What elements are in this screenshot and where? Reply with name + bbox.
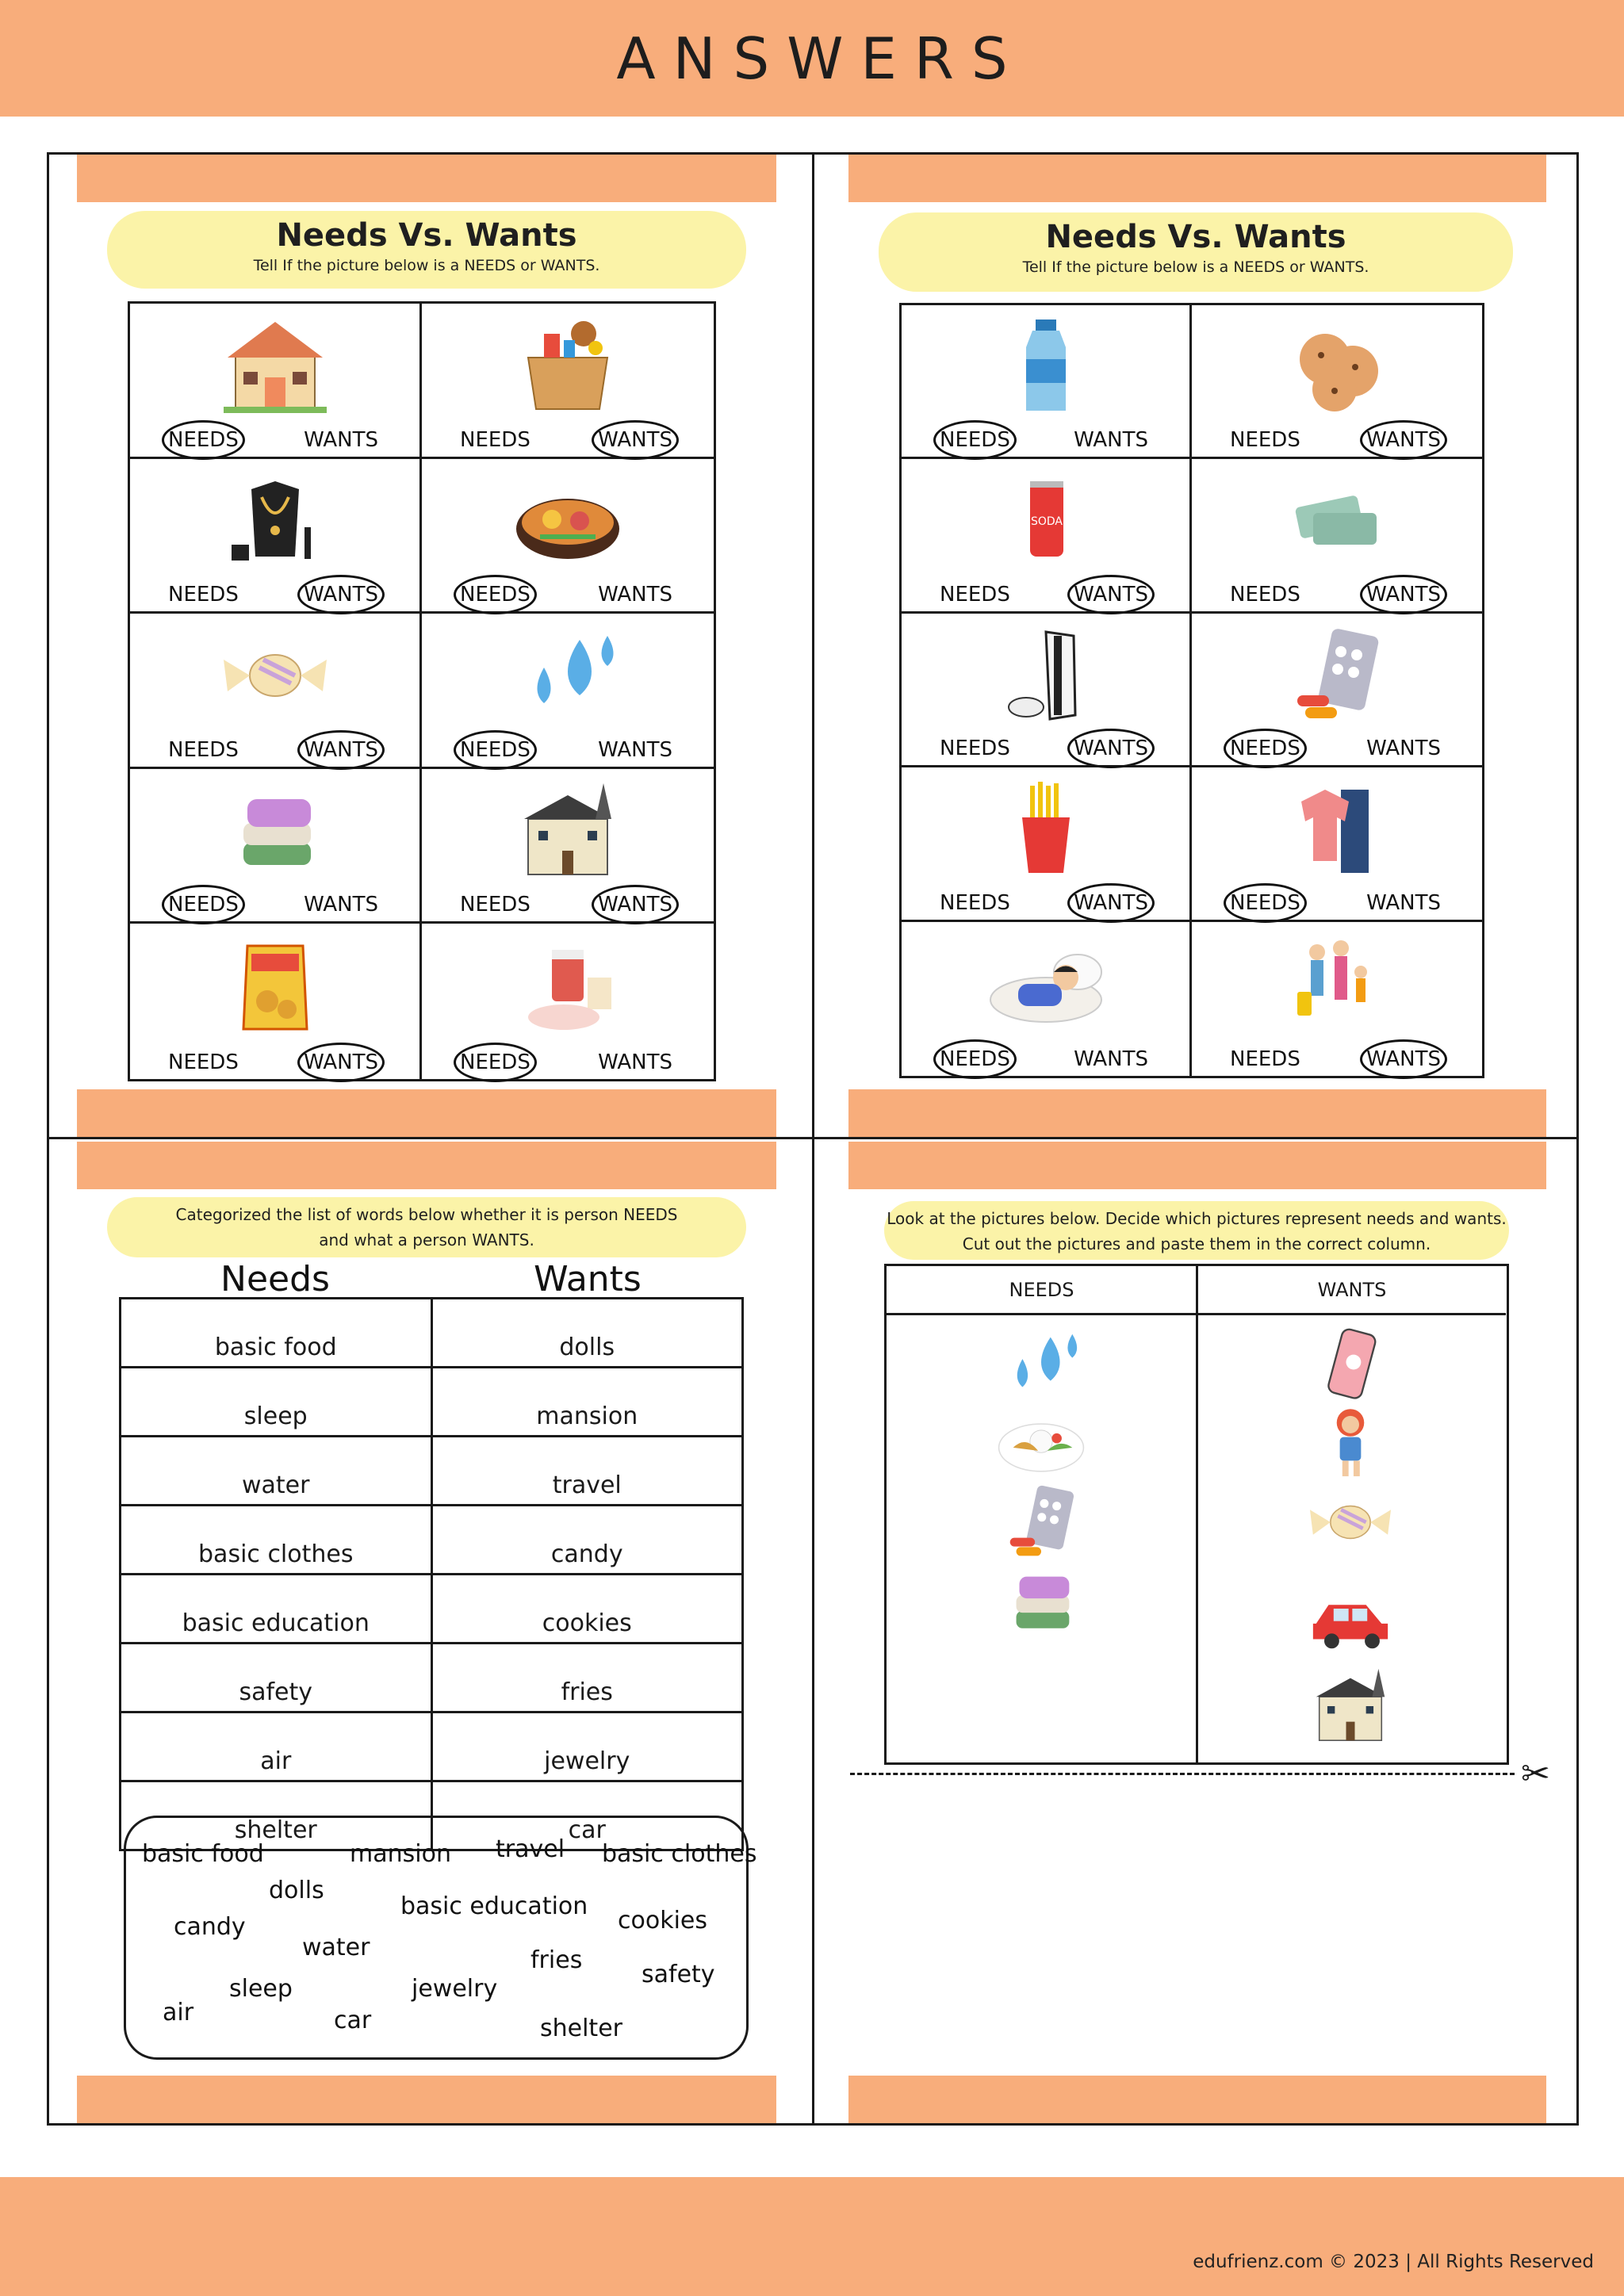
svg-text:SODA: SODA [1030, 515, 1063, 529]
word-bank-item[interactable]: sleep [229, 1975, 293, 2003]
wants-option-circled[interactable]: WANTS [304, 1050, 378, 1074]
cookies-icon [1277, 312, 1396, 423]
q4-instruction-line2: Cut out the pictures and paste them in the correct column. [962, 1234, 1431, 1253]
sleeping-icon [986, 928, 1105, 1039]
picture-cell [902, 305, 1192, 459]
wants-cell: candy [431, 1506, 743, 1575]
needs-option[interactable]: NEEDS [940, 890, 1010, 915]
picture-cell [422, 769, 714, 924]
picture-cell [130, 614, 422, 769]
toy-box-icon [508, 310, 627, 421]
word-bank-item[interactable]: mansion [350, 1840, 451, 1868]
word-bank [124, 1816, 757, 2060]
orange-bar [77, 155, 776, 202]
header-band [0, 0, 1624, 117]
word-bank-item[interactable]: air [163, 1999, 194, 2026]
needs-header: NEEDS [887, 1266, 1197, 1315]
water-bottle-icon [986, 312, 1105, 423]
needs-option[interactable]: NEEDS [940, 737, 1010, 761]
chips-icon [216, 930, 335, 1041]
word-bank-item[interactable]: basic education [400, 1892, 588, 1920]
needs-option-circled[interactable]: NEEDS [168, 893, 239, 917]
needs-option[interactable]: NEEDS [940, 582, 1010, 607]
q2-title-pill [879, 212, 1513, 292]
needs-option[interactable]: NEEDS [168, 737, 239, 762]
table-row [121, 1644, 743, 1712]
copyright: edufrienz.com © 2023 | All Rights Reserved [1193, 2252, 1594, 2272]
word-bank-item[interactable]: basic food [142, 1840, 264, 1868]
page-title: ANSWERS [616, 25, 1025, 92]
pills-icon [1277, 620, 1396, 731]
mansion-icon [1291, 1663, 1410, 1750]
wants-cell: car [431, 1781, 743, 1850]
phone-icon [1291, 1322, 1410, 1409]
water-drops-icon [982, 1322, 1101, 1409]
orange-bar [77, 1142, 776, 1189]
needs-option-circled[interactable]: NEEDS [460, 1050, 530, 1074]
wants-option-circled[interactable]: WANTS [1366, 428, 1441, 453]
tickets-icon [1277, 465, 1396, 576]
word-bank-item[interactable]: safety [642, 1961, 715, 1988]
needs-option-circled[interactable]: NEEDS [168, 427, 239, 452]
picture-cell [1192, 922, 1482, 1076]
q2-subtitle: Tell If the picture below is a NEEDS or WANTS. [1022, 258, 1369, 276]
q2-title: Needs Vs. Wants [1045, 219, 1346, 255]
wants-option[interactable]: WANTS [1074, 1047, 1148, 1071]
wants-header: WANTS [1198, 1266, 1506, 1315]
needs-cell: sleep [121, 1368, 432, 1437]
food-bowl-icon [508, 465, 627, 576]
wants-option-circled[interactable]: WANTS [598, 893, 672, 917]
table-row [121, 1575, 743, 1644]
game-console-icon [986, 620, 1105, 731]
needs-cell: basic food [121, 1299, 432, 1368]
wants-option-circled[interactable]: WANTS [1074, 737, 1148, 761]
scissors-icon: ✂ [1521, 1754, 1550, 1794]
q1-title-pill [107, 211, 746, 289]
word-bank-item[interactable]: jewelry [412, 1975, 498, 2003]
needs-option[interactable]: NEEDS [1230, 428, 1300, 453]
family-travel-icon [1277, 928, 1396, 1039]
needs-option-circled[interactable]: NEEDS [940, 428, 1010, 453]
needs-cell: basic education [121, 1575, 432, 1644]
needs-option[interactable]: NEEDS [168, 583, 239, 607]
horizontal-divider [47, 1137, 1579, 1139]
table-row [121, 1712, 743, 1781]
water-drops-icon [508, 620, 627, 731]
doll-icon [1291, 1401, 1410, 1488]
table-row [121, 1299, 743, 1368]
word-bank-item[interactable]: cookies [618, 1907, 707, 1934]
orange-bar [848, 1142, 1546, 1189]
needs-option-circled[interactable]: NEEDS [460, 583, 530, 607]
wants-option[interactable]: WANTS [1366, 890, 1441, 915]
picture-cell [130, 769, 422, 924]
wants-option[interactable]: WANTS [598, 583, 672, 607]
wants-option[interactable]: WANTS [1366, 737, 1441, 761]
candy-icon [216, 620, 335, 731]
picture-cell [130, 304, 422, 459]
word-bank-item[interactable]: candy [174, 1913, 246, 1941]
q3-instruction-line1: Categorized the list of words below whether it is person NEEDS [175, 1205, 678, 1224]
wants-option-circled[interactable]: WANTS [1366, 582, 1441, 607]
picture-cell [130, 924, 422, 1079]
needs-cell: safety [121, 1644, 432, 1712]
sorting-table [119, 1297, 744, 1851]
orange-bar [848, 1089, 1546, 1137]
orange-bar [848, 2076, 1546, 2123]
table-row [121, 1368, 743, 1437]
picture-cell [130, 459, 422, 614]
needs-option-circled[interactable]: NEEDS [460, 737, 530, 762]
rice-plate-icon [982, 1401, 1101, 1488]
picture-cell [1192, 767, 1482, 921]
wants-cell: cookies [431, 1575, 743, 1644]
wants-option-circled[interactable]: WANTS [598, 427, 672, 452]
word-bank-item[interactable]: dolls [269, 1877, 324, 1904]
q1-title: Needs Vs. Wants [276, 217, 577, 254]
pills-icon [982, 1479, 1101, 1566]
needs-column-header: Needs [220, 1259, 330, 1299]
picture-cell [902, 767, 1192, 921]
needs-option[interactable]: NEEDS [460, 893, 530, 917]
picture-cell [422, 924, 714, 1079]
picture-cell [902, 614, 1192, 767]
wants-option[interactable]: WANTS [1074, 428, 1148, 453]
house-icon [216, 310, 335, 421]
cut-paste-table [884, 1264, 1509, 1765]
orange-bar [77, 2076, 776, 2123]
word-bank-item[interactable]: travel [496, 1835, 565, 1863]
clothes-icon [216, 775, 335, 886]
table-row [121, 1506, 743, 1575]
wants-cell: mansion [431, 1368, 743, 1437]
wants-option[interactable]: WANTS [304, 427, 378, 452]
needs-cell: shelter [121, 1781, 432, 1850]
medicine-icon [508, 930, 627, 1041]
cut-line [850, 1773, 1515, 1775]
car-icon [1291, 1574, 1410, 1661]
wants-option-circled[interactable]: WANTS [304, 583, 378, 607]
soda-can-icon [986, 465, 1105, 576]
wants-option-circled[interactable]: WANTS [304, 737, 378, 762]
wants-option-circled[interactable]: WANTS [1074, 582, 1148, 607]
q3-instruction-pill [107, 1197, 746, 1257]
picture-cell [1192, 305, 1482, 459]
orange-bar [77, 1089, 776, 1137]
candy-icon [1291, 1479, 1410, 1566]
picture-cell [902, 459, 1192, 613]
table-row [121, 1437, 743, 1506]
wants-option-circled[interactable]: WANTS [1074, 890, 1148, 915]
word-bank-item[interactable]: water [302, 1934, 370, 1961]
wants-cell: jewelry [431, 1712, 743, 1781]
word-bank-item[interactable]: shelter [540, 2015, 622, 2042]
q4-instruction-line1: Look at the pictures below. Decide which pictures represent needs and wants. [887, 1209, 1507, 1228]
wants-option[interactable]: WANTS [598, 737, 672, 762]
shirt-pants-icon [1277, 774, 1396, 885]
needs-option-circled[interactable]: NEEDS [1230, 737, 1300, 761]
word-bank-item[interactable]: car [334, 2007, 372, 2034]
needs-option-circled[interactable]: NEEDS [940, 1047, 1010, 1071]
picture-cell [1192, 614, 1482, 767]
mansion-icon [508, 775, 627, 886]
needs-option[interactable]: NEEDS [1230, 1047, 1300, 1071]
jewelry-icon [216, 465, 335, 576]
q2-picture-grid [899, 303, 1484, 1078]
needs-option[interactable]: NEEDS [460, 427, 530, 452]
picture-cell [902, 922, 1192, 1076]
needs-option-circled[interactable]: NEEDS [1230, 890, 1300, 915]
wants-option-circled[interactable]: WANTS [1366, 1047, 1441, 1071]
picture-cell [1192, 459, 1482, 613]
picture-cell [422, 459, 714, 614]
wants-cell: travel [431, 1437, 743, 1506]
q1-picture-grid [128, 301, 716, 1081]
clothes-icon [982, 1558, 1101, 1645]
footer-band [0, 2177, 1624, 2296]
q3-instruction-line2: and what a person WANTS. [319, 1230, 534, 1249]
wants-cell: fries [431, 1644, 743, 1712]
q4-instruction-pill [884, 1201, 1509, 1260]
column-divider [1196, 1266, 1198, 1762]
word-bank-item[interactable]: fries [530, 1946, 583, 1974]
fries-icon [986, 774, 1105, 885]
needs-option[interactable]: NEEDS [168, 1050, 239, 1074]
needs-cell: basic clothes [121, 1506, 432, 1575]
wants-option[interactable]: WANTS [598, 1050, 672, 1074]
needs-option[interactable]: NEEDS [1230, 582, 1300, 607]
word-bank-item[interactable]: basic clothes [602, 1840, 757, 1868]
wants-option[interactable]: WANTS [304, 893, 378, 917]
picture-cell [422, 304, 714, 459]
orange-bar [848, 155, 1546, 202]
wants-cell: dolls [431, 1299, 743, 1368]
wants-column-header: Wants [534, 1259, 642, 1299]
q1-subtitle: Tell If the picture below is a NEEDS or WANTS. [253, 257, 600, 274]
needs-cell: air [121, 1712, 432, 1781]
picture-cell [422, 614, 714, 769]
needs-cell: water [121, 1437, 432, 1506]
